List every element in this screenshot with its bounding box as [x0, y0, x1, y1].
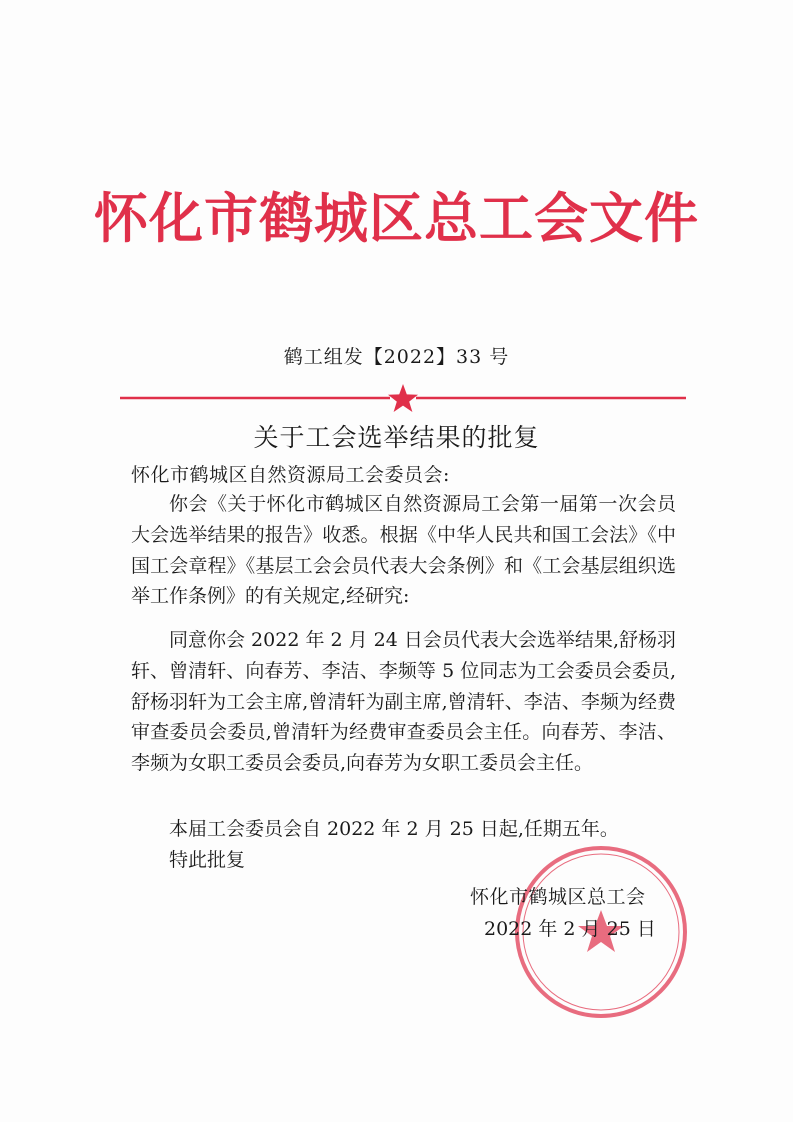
body-paragraph-3 [131, 814, 676, 845]
paragraph-text: 特此批复 [169, 849, 246, 871]
red-divider-with-star [120, 382, 686, 412]
document-header-title: 怀化市鹤城区总工会文件 [94, 187, 699, 250]
paragraph-text: 你会《关于怀化市鹤城区自然资源局工会第一届第一次会员大会选举结果的报告》收悉。根据《中华人民共和国工会法》《中国工会章程》《基层工会会员代表大会条例》和《工会基层组织选举工作条例》的有关规定,经研究: [131, 493, 676, 608]
addressee: 怀化市鹤城区自然资源局工会委员会: [131, 464, 450, 486]
body-paragraph-2 [131, 625, 676, 779]
star-icon [388, 384, 418, 412]
signature-organization: 怀化市鹤城区总工会 [470, 886, 646, 908]
paragraph-text: 本届工会委员会自 2022 年 2 月 25 日起,任期五年。 [169, 818, 619, 840]
body-paragraph-1 [131, 489, 676, 612]
paragraph-text: 同意你会 2022 年 2 月 24 日会员代表大会选举结果,舒杨羽轩、曾清轩、向春芳、李洁、李频等 5 位同志为工会委员会委员,舒杨羽轩为工会主席,曾清轩为副主席,曾清轩、李洁、李频为经费审查委员会委员,曾清轩为经费审查委员会主任。向春芳、李洁、李频为女职工委员会委员,向春芳为女职工委员会主任。 [131, 629, 676, 775]
signature-date: 2022 年 2 月 25 日 [484, 918, 656, 940]
document-title: 关于工会选举结果的批复 [253, 423, 540, 452]
document-number: 鹤工组发【2022】33 号 [283, 346, 510, 368]
